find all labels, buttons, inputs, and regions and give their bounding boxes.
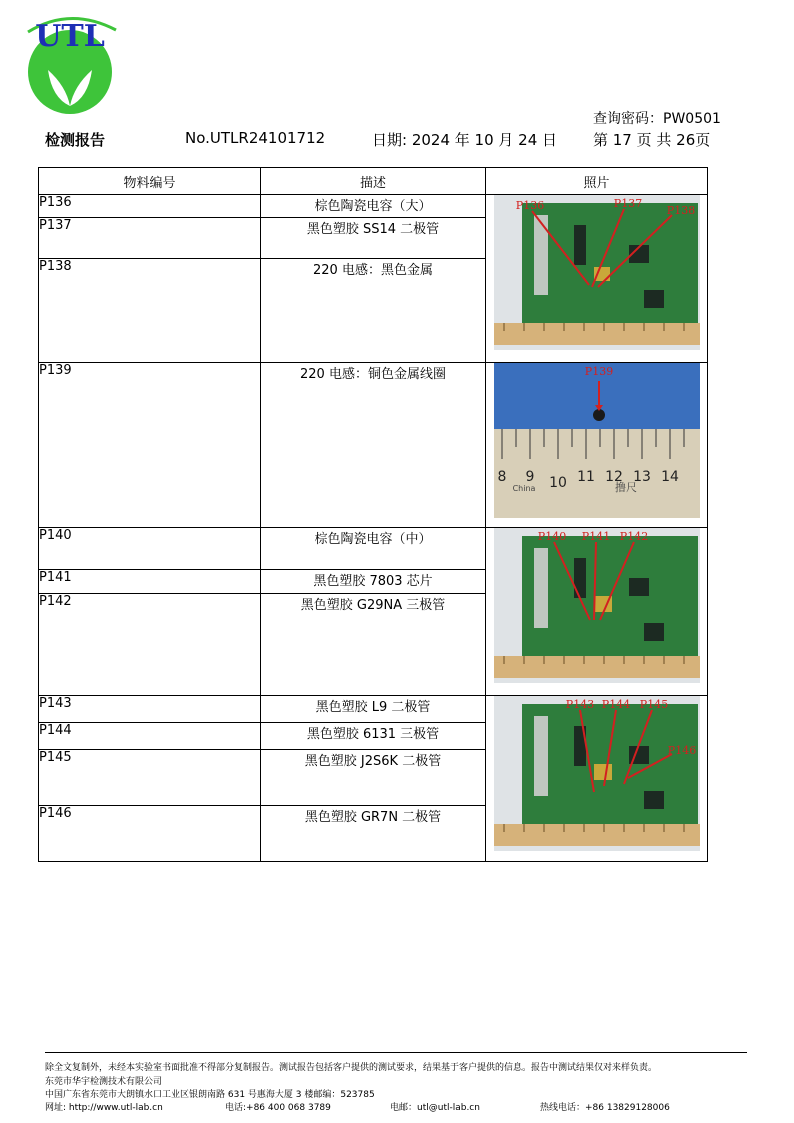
logo-text: UTL [35, 19, 105, 54]
photo-label: P140 [537, 530, 566, 543]
footer-email[interactable]: 电邮：utl@utl-lab.cn [390, 1103, 480, 1113]
material-code: P146 [39, 806, 261, 862]
material-desc: 黑色塑胶 G29NA 三极管 [261, 594, 486, 696]
ruler-number: 14 [660, 469, 679, 485]
report-number: No.UTLR24101712 [185, 129, 326, 147]
photo-label: P146 [667, 744, 696, 757]
photo-label: P145 [639, 698, 668, 711]
material-code: P137 [39, 218, 261, 259]
footer-phone: 电话:+86 400 068 3789 [225, 1103, 331, 1113]
material-desc: 棕色陶瓷电容（大） [261, 195, 486, 218]
utl-logo [18, 10, 122, 116]
materials-table [38, 167, 708, 862]
material-desc: 黑色塑胶 L9 二极管 [261, 696, 486, 723]
query-code: 查询密码：PW0501 [593, 111, 721, 127]
ruler-number: 10 [548, 475, 567, 491]
photo-cell [486, 696, 708, 862]
material-desc: 黑色塑胶 J2S6K 二极管 [261, 750, 486, 806]
material-code: P144 [39, 723, 261, 750]
photo-label: P143 [565, 698, 594, 711]
material-code: P140 [39, 528, 261, 570]
table-header-row [39, 168, 708, 195]
table-row [39, 528, 708, 570]
material-desc: 黑色塑胶 SS14 二极管 [261, 218, 486, 259]
header-photo: 照片 [486, 168, 708, 195]
header-code: 物料编号 [39, 168, 261, 195]
ruler-brand: China [512, 484, 535, 493]
inductor-photo [494, 363, 700, 518]
ruler-number: 9 [525, 469, 534, 485]
photo-cell [486, 528, 708, 696]
photo-label: P137 [613, 197, 642, 210]
pcb-photo-2 [494, 528, 700, 683]
material-desc: 棕色陶瓷电容（中） [261, 528, 486, 570]
pcb-photo-1 [494, 195, 700, 350]
material-code: P145 [39, 750, 261, 806]
pcb-photo-3 [494, 696, 700, 851]
material-code: P141 [39, 570, 261, 594]
footer-hotline: 热线电话：+86 13829128006 [540, 1103, 670, 1113]
material-desc: 220 电感：黑色金属 [261, 259, 486, 363]
table-row [39, 195, 708, 218]
ruler-stamp: 撸尺 [614, 481, 637, 494]
table-row [39, 363, 708, 528]
ruler-number: 13 [632, 469, 651, 485]
material-code: P142 [39, 594, 261, 696]
material-code: P136 [39, 195, 261, 218]
report-date: 日期: 2024 年 10 月 24 日 [372, 131, 558, 149]
photo-label: P142 [619, 530, 648, 543]
photo-label: P138 [666, 204, 695, 217]
photo-label: P144 [601, 698, 630, 711]
ruler-number: 12 [604, 469, 623, 485]
ruler-number: 11 [576, 469, 595, 485]
material-desc: 黑色塑胶 GR7N 二极管 [261, 806, 486, 862]
photo-label: P136 [515, 199, 544, 212]
photo-cell [486, 363, 708, 528]
table-row [39, 696, 708, 723]
report-title: 检测报告 [45, 131, 106, 149]
page-info: 第 17 页 共 26页 [593, 131, 711, 149]
footer-address: 中国广东省东莞市大朗镇水口工业区银朗南路 631 号惠海大厦 3 楼邮编：523785 [45, 1090, 375, 1100]
photo-cell [486, 195, 708, 363]
ruler-number: 8 [497, 469, 506, 485]
material-code: P143 [39, 696, 261, 723]
material-desc: 黑色塑胶 7803 芯片 [261, 570, 486, 594]
photo-label: P141 [581, 530, 610, 543]
footer-website[interactable]: 网址: http://www.utl-lab.cn [45, 1103, 163, 1113]
material-desc: 220 电感：铜色金属线圈 [261, 363, 486, 528]
material-code: P139 [39, 363, 261, 528]
photo-label: P139 [584, 365, 613, 378]
material-desc: 黑色塑胶 6131 三极管 [261, 723, 486, 750]
header-desc: 描述 [261, 168, 486, 195]
footer-divider [45, 1052, 747, 1053]
footer-disclaimer: 除全文复制外，未经本实验室书面批准不得部分复制报告。测试报告包括客户提供的测试要求，结果基于客户提供的信息。报告中测试结果仅对来样负责。 [45, 1063, 658, 1073]
material-code: P138 [39, 259, 261, 363]
footer-company: 东莞市华宇检测技术有限公司 [45, 1077, 163, 1087]
